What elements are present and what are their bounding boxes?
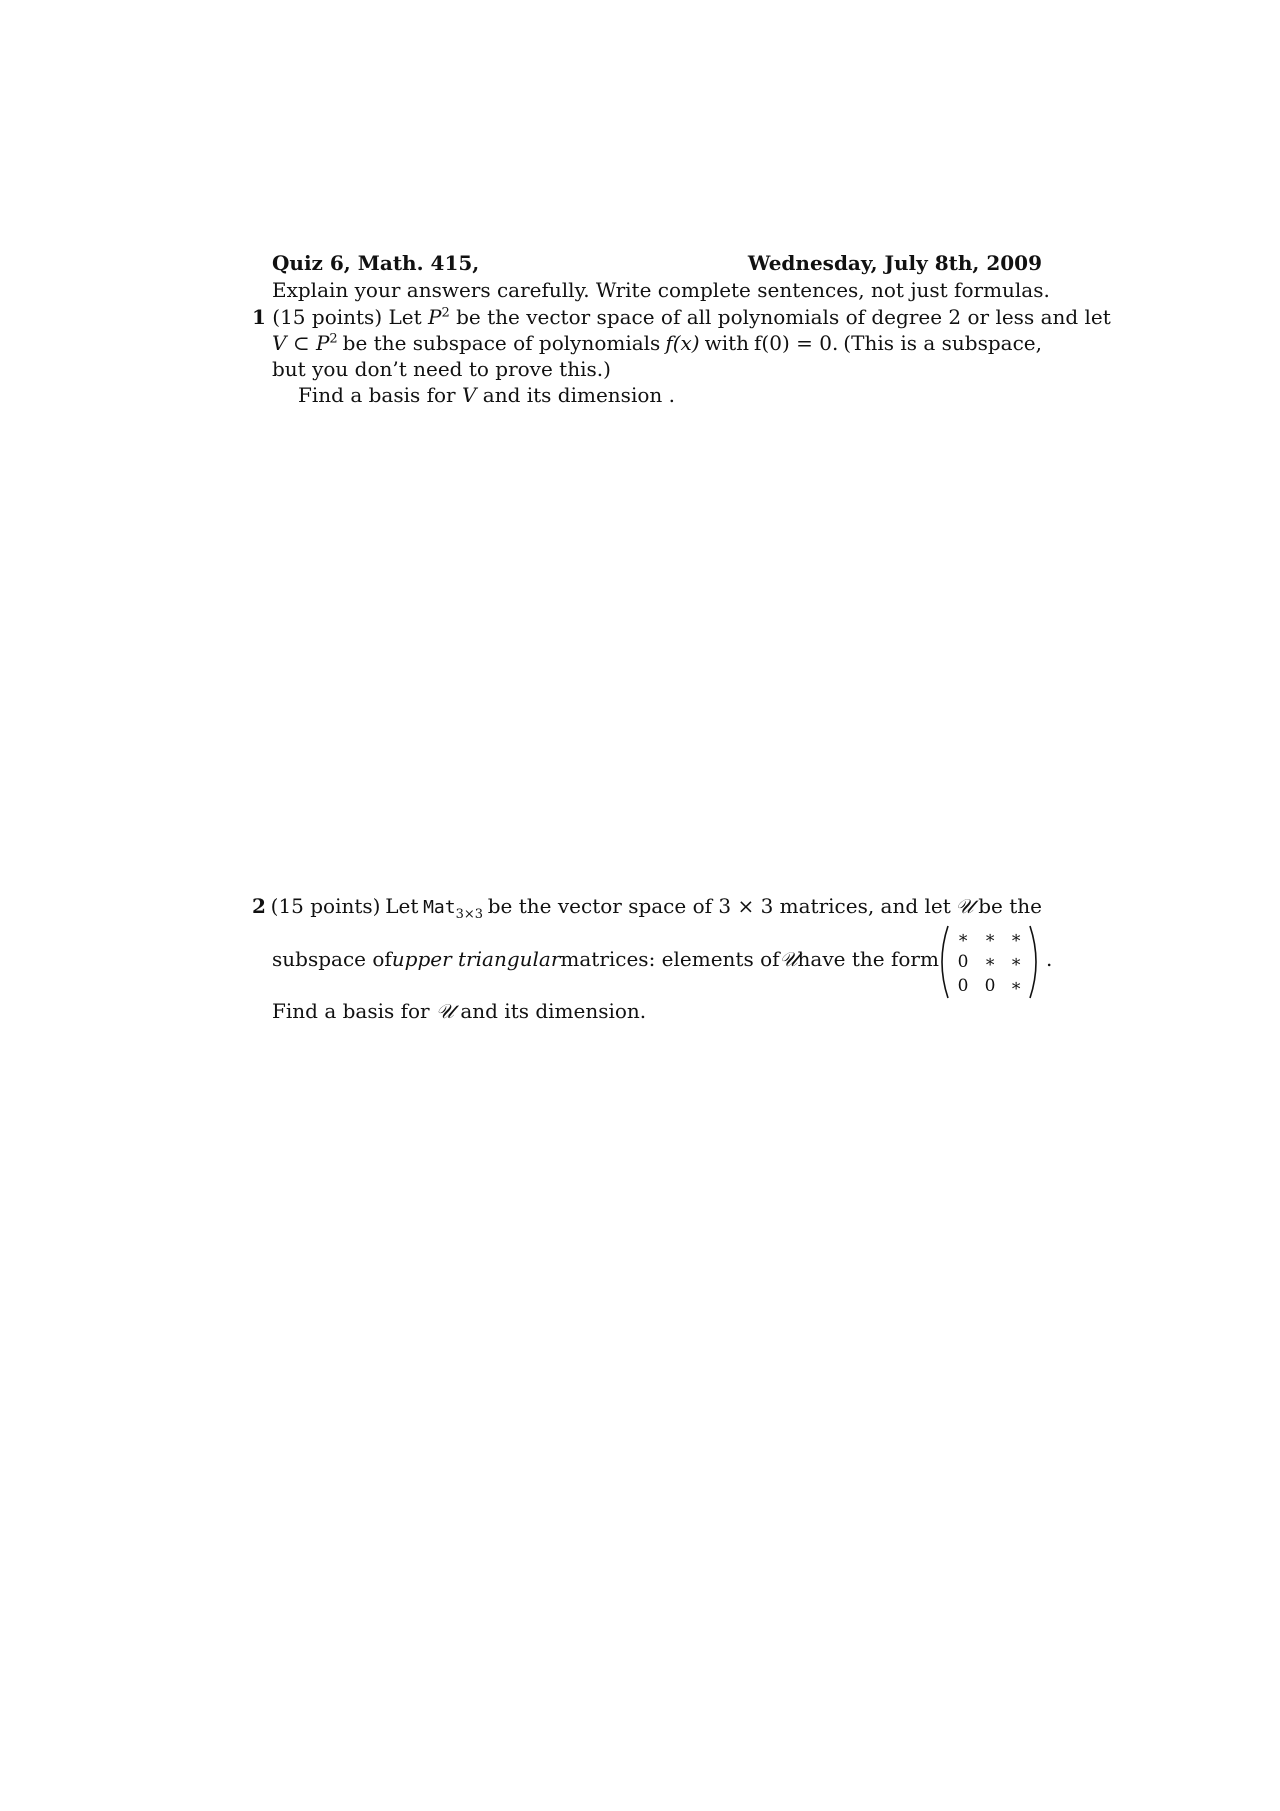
matrix-cell: ∗ [984, 952, 996, 972]
matrix-cell: 0 [984, 976, 996, 996]
problem2-number: 2 [252, 894, 266, 918]
text: Let [388, 305, 422, 329]
quiz-date: Wednesday, July 8th, 2009 [747, 251, 1042, 275]
text: Find a basis for [298, 383, 456, 407]
problem1-line2 [272, 330, 1042, 356]
math-v: V [461, 383, 477, 407]
matrix-cell: ∗ [984, 928, 996, 948]
problem1-number: 1 [252, 305, 266, 329]
math-fx: f(x) [665, 331, 700, 355]
text: Find a basis for [272, 999, 430, 1023]
text: subspace of [272, 947, 392, 971]
math-u: 𝒰 [435, 999, 454, 1023]
matrix-period: . [1046, 947, 1053, 971]
matrix-cell: ∗ [1010, 976, 1022, 996]
text: (This is a subspace, [843, 331, 1042, 355]
math-v: V [272, 331, 287, 355]
matrix-cell: ∗ [1010, 952, 1022, 972]
text: Let [385, 894, 419, 918]
text: be the vector space of all polynomials of degree 2 or less and let [456, 305, 1111, 329]
mat-symbol [423, 893, 483, 921]
problem2-task [272, 998, 646, 1024]
math-p: P [428, 305, 442, 329]
math-sup: 2 [329, 331, 338, 347]
problem2-line1 [252, 893, 1042, 921]
problem1-line3: but you don’t need to prove this.) [272, 357, 611, 381]
math-p: P [315, 331, 330, 355]
math-subset: ⊂ [292, 331, 310, 355]
text: and its dimension . [482, 383, 675, 407]
text: with [704, 331, 750, 355]
emphasis: upper triangular [391, 947, 561, 971]
math-sup: 2 [441, 305, 450, 321]
text-segment [272, 330, 338, 356]
text: and its dimension. [460, 999, 647, 1023]
math-mat: Mat [423, 897, 456, 918]
math-f0: f(0) = 0. [754, 331, 839, 355]
header-row [272, 250, 1042, 276]
text: be the [978, 894, 1042, 918]
matrix-cell: 0 [957, 952, 969, 972]
instructions: Explain your answers carefully. Write complete sentences, not just formulas. [272, 278, 1050, 302]
matrix-cell: ∗ [957, 928, 969, 948]
text: be the subspace of polynomials [342, 331, 661, 355]
problem2-points: (15 points) [270, 894, 381, 918]
upper-triangular-matrix [938, 924, 1040, 1000]
math-u: 𝒰 [779, 947, 798, 971]
math-u: 𝒰 [955, 894, 974, 918]
math-sub: 3×3 [455, 907, 484, 922]
text: matrices: elements of [560, 947, 780, 971]
matrix-cell: ∗ [1010, 928, 1022, 948]
problem1-task [298, 382, 675, 408]
text: be the vector space of 3 × 3 matrices, and let [487, 894, 951, 918]
quiz-title: Quiz 6, Math. 415, [272, 251, 480, 275]
text: have the form [797, 947, 939, 971]
problem2-line2 [272, 946, 939, 972]
matrix-cell: 0 [957, 976, 969, 996]
problem1-line1 [252, 304, 1111, 330]
problem1-points: (15 points) [272, 305, 383, 329]
